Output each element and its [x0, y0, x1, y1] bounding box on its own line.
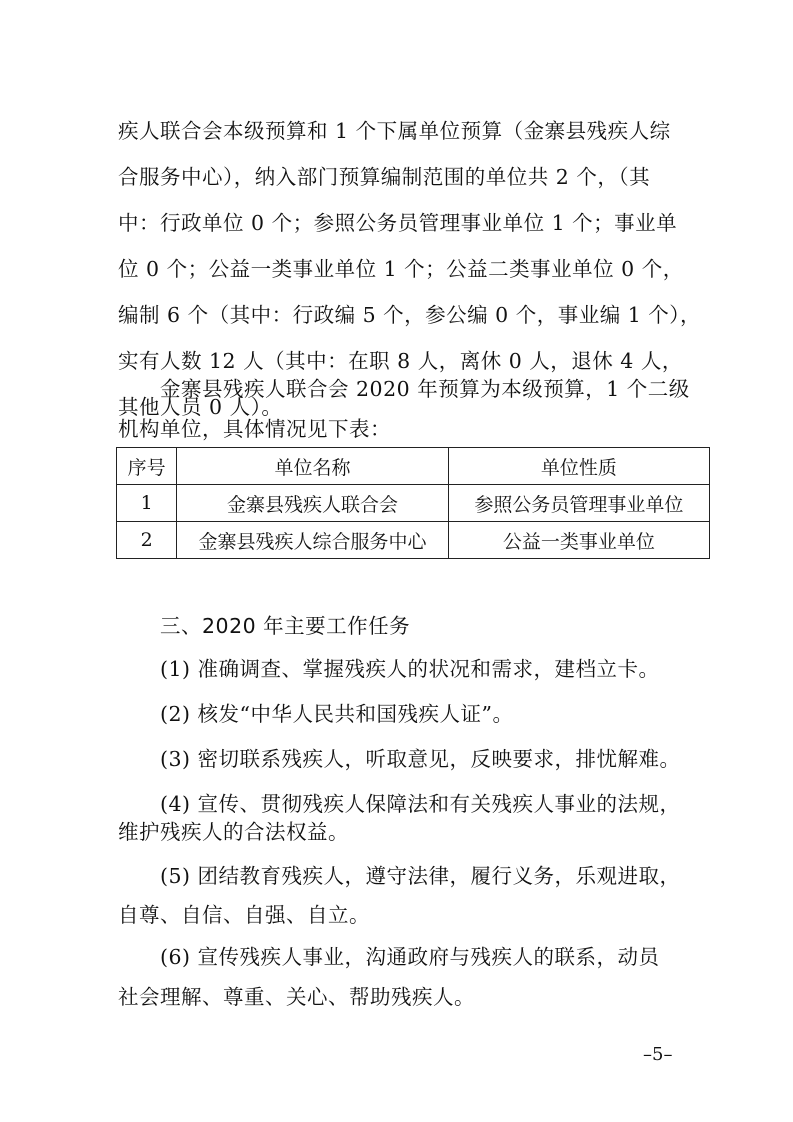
paragraph-2-line-2: 机构单位，具体情况见下表：	[118, 417, 391, 441]
page-number: –5–	[643, 1044, 673, 1065]
units-table	[116, 447, 710, 559]
task-item-3: (3) 密切联系残疾人，听取意见，反映要求，排忧解难。	[160, 747, 681, 771]
task-item-4-line-1: (4) 宣传、贯彻残疾人保障法和有关残疾人事业的法规，	[160, 792, 681, 816]
table-cell-unit-name: 金寨县残疾人综合服务中心	[177, 522, 449, 559]
paragraph-1-line-4: 位 0 个；公益一类事业单位 1 个；公益二类事业单位 0 个，	[118, 257, 684, 281]
task-item-6-line-2: 社会理解、尊重、关心、帮助残疾人。	[118, 985, 475, 1009]
section-heading: 三、2020 年主要工作任务	[160, 614, 411, 638]
table-header-unit-type: 单位性质	[448, 448, 709, 485]
task-item-2: (2) 核发“中华人民共和国残疾人证”。	[160, 702, 514, 726]
table-header-number: 序号	[117, 448, 177, 485]
table-cell-unit-name: 金寨县残疾人联合会	[177, 485, 449, 522]
table-header-row	[117, 448, 710, 485]
table-row	[117, 485, 710, 522]
table-cell-number: 1	[117, 485, 177, 522]
table-cell-unit-type: 公益一类事业单位	[448, 522, 709, 559]
task-item-5-line-2: 自尊、自信、自强、自立。	[118, 903, 370, 927]
task-item-5-line-1: (5) 团结教育残疾人，遵守法律，履行义务，乐观进取，	[160, 864, 681, 888]
table-header-unit-name: 单位名称	[177, 448, 449, 485]
task-item-4-line-2: 维护残疾人的合法权益。	[118, 820, 349, 844]
table-cell-number: 2	[117, 522, 177, 559]
paragraph-1-line-6: 实有人数 12 人（其中：在职 8 人，离休 0 人，退休 4 人，	[118, 349, 683, 373]
table-row	[117, 522, 710, 559]
paragraph-1-line-2: 合服务中心），纳入部门预算编制范围的单位共 2 个，（其	[118, 165, 651, 189]
paragraph-1-line-1: 疾人联合会本级预算和 1 个下属单位预算（金寨县残疾人综	[118, 119, 671, 143]
table-cell-unit-type: 参照公务员管理事业单位	[448, 485, 709, 522]
paragraph-1-line-7: 其他人员 0 人）。	[118, 395, 283, 419]
paragraph-2-line-1: 金寨县残疾人联合会 2020 年预算为本级预算，1 个二级	[160, 377, 690, 401]
paragraph-1-line-3: 中：行政单位 0 个；参照公务员管理事业单位 1 个；事业单	[118, 211, 678, 235]
task-item-6-line-1: (6) 宣传残疾人事业，沟通政府与残疾人的联系，动员	[160, 945, 660, 969]
paragraph-1-line-5: 编制 6 个（其中：行政编 5 个，参公编 0 个，事业编 1 个），	[118, 303, 702, 327]
task-item-1: (1) 准确调查、掌握残疾人的状况和需求，建档立卡。	[160, 657, 660, 681]
